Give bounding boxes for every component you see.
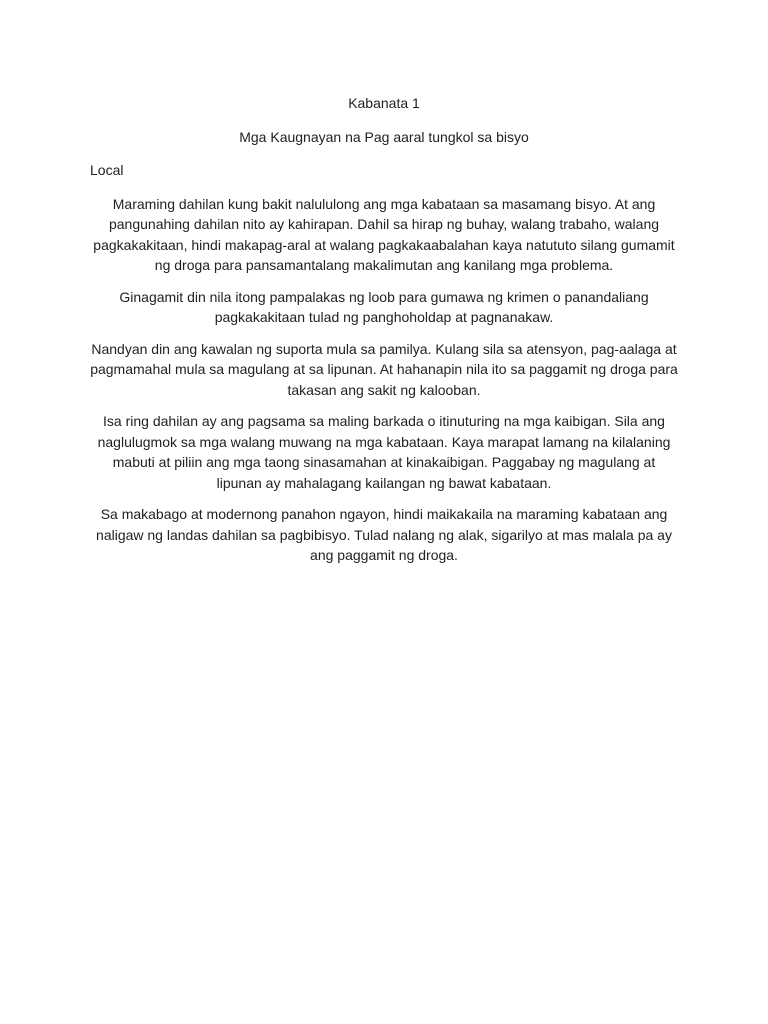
paragraph: Sa makabago at modernong panahon ngayon, hindi maikakaila na maraming kabataan ang naligaw ng landas dahilan sa pagbibisyo. Tulad nalang ng alak, sigarilyo at mas malala pa ay ang paggamit ng droga. — [96, 506, 672, 563]
paragraph: Ginagamit din nila itong pampalakas ng loob para gumawa ng krimen o panandaliang pagkakakitaan tulad ng panghoholdap at pagnanakaw. — [119, 288, 649, 325]
paragraph: Nandyan din ang kawalan ng suporta mula sa pamilya. Kulang sila sa atensyon, pag-aalaga at pagmamahal mula sa magulang at sa lipunan. At hahanapin nila ito sa paggamit ng droga para takasan ang sakit ng kalooban. — [90, 340, 678, 398]
document-body — [90, 93, 678, 577]
chapter-heading: Kabanata 1 — [348, 95, 420, 111]
section-label: Local — [90, 162, 124, 178]
document-title: Mga Kaugnayan na Pag aaral tungkol sa bisyo — [239, 128, 529, 145]
paragraph: Maraming dahilan kung bakit nalululong ang mga kabataan sa masamang bisyo. At ang pangunahing dahilan nito ay kahirapan. Dahil sa hirap ng buhay, walang trabaho, walang pagkakakitaan, hindi makapag-aral at walang pagkakaabalahan kaya natututo silang gumamit ng droga para pansamantalang makalimutan ang kanilang mga problema. — [93, 195, 675, 273]
paragraph: Isa ring dahilan ay ang pagsama sa maling barkada o itinuturing na mga kaibigan. Sila ang naglulugmok sa mga walang muwang na mga kabataan. Kaya marapat lamang na kilalaning mabuti at piliin ang mga taong sinasamahan at kinakaibigan. Paggabay ng magulang at lipunan ay mahalagang kailangan ng bawat kabataan. — [97, 413, 671, 491]
